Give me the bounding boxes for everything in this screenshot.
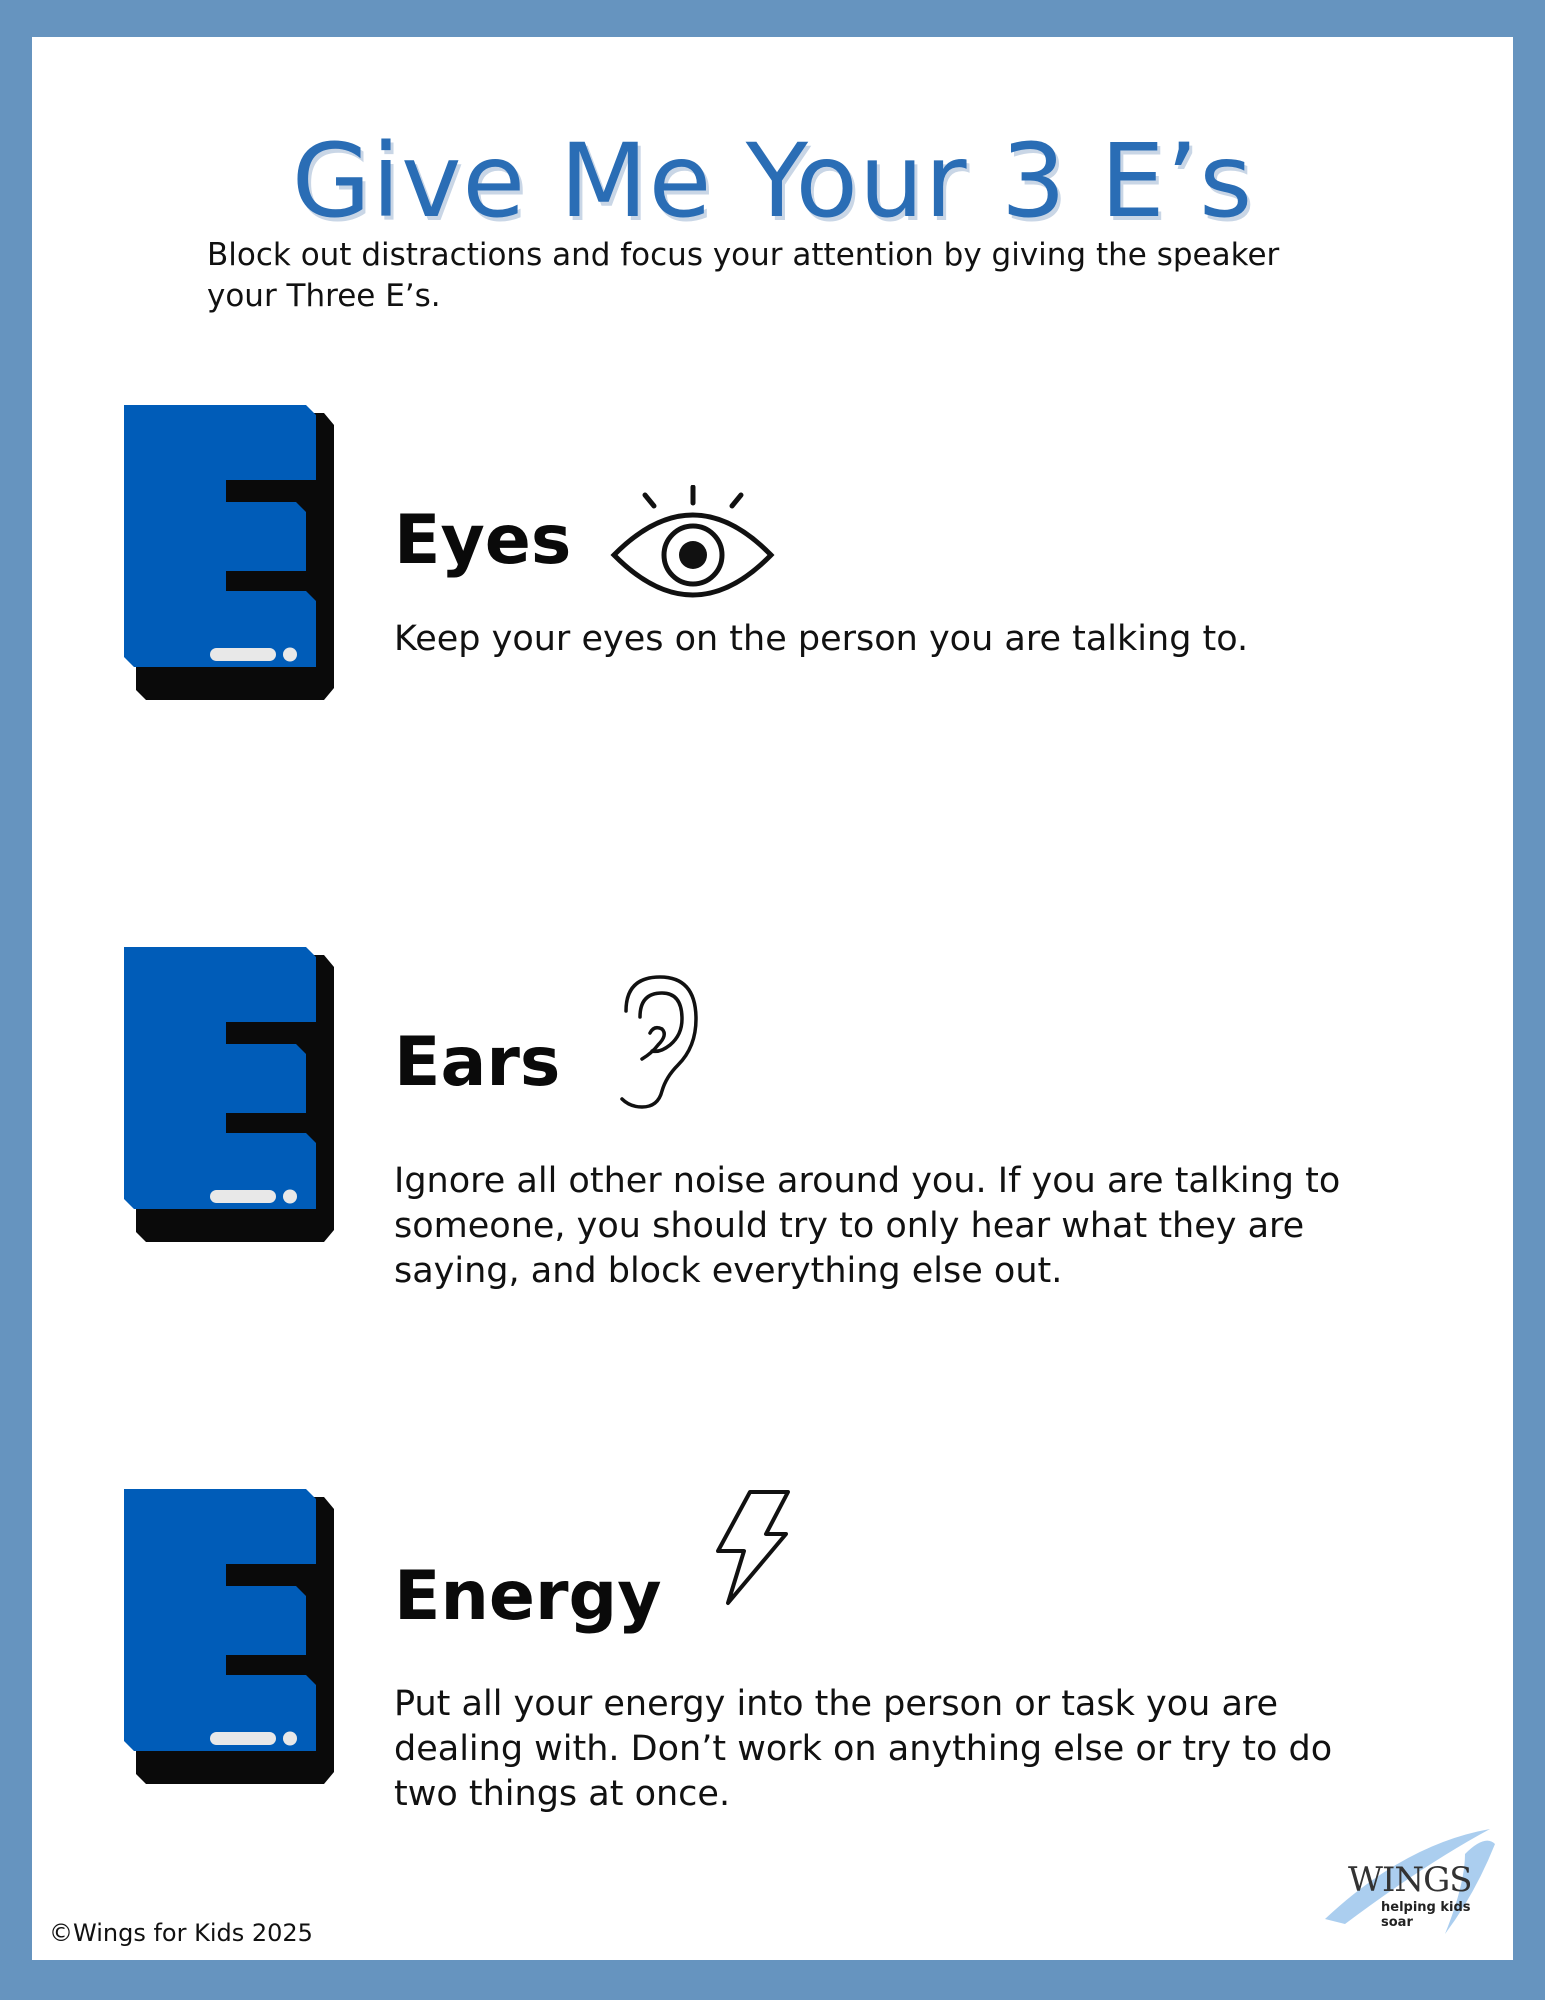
section-eyes	[32, 405, 1513, 705]
wings-logo	[1315, 1824, 1505, 1942]
logo-tagline: helping kids soar	[1381, 1900, 1471, 1930]
lightning-bolt-icon	[710, 1489, 792, 1607]
section-description: Put all your energy into the person or task you are dealing with. Don’t work on anything else or try to do two things at once.	[394, 1684, 1333, 1814]
section-heading: Energy	[394, 1557, 662, 1636]
letter-e-block	[124, 1489, 339, 1784]
eye-icon	[610, 485, 775, 600]
page-title: Give Me Your 3 E’s	[291, 122, 1254, 241]
section-description: Ignore all other noise around you. If you are talking to someone, you should try to only hear what they are saying, and block everything else out.	[394, 1161, 1341, 1291]
logo-wordmark: WINGS	[1348, 1860, 1472, 1900]
letter-e-block	[124, 947, 339, 1242]
section-heading: Eyes	[394, 501, 572, 580]
ear-icon	[612, 973, 702, 1113]
section-heading: Ears	[394, 1023, 561, 1102]
poster-page	[32, 37, 1513, 1960]
section-energy	[32, 1489, 1513, 1814]
copyright-text: ©Wings for Kids 2025	[49, 1919, 313, 1947]
letter-e-block	[124, 405, 339, 700]
section-ears	[32, 947, 1513, 1291]
intro-text: Block out distractions and focus your attention by giving the speaker your Three E’s.	[207, 237, 1280, 314]
section-description: Keep your eyes on the person you are talking to.	[394, 619, 1249, 659]
